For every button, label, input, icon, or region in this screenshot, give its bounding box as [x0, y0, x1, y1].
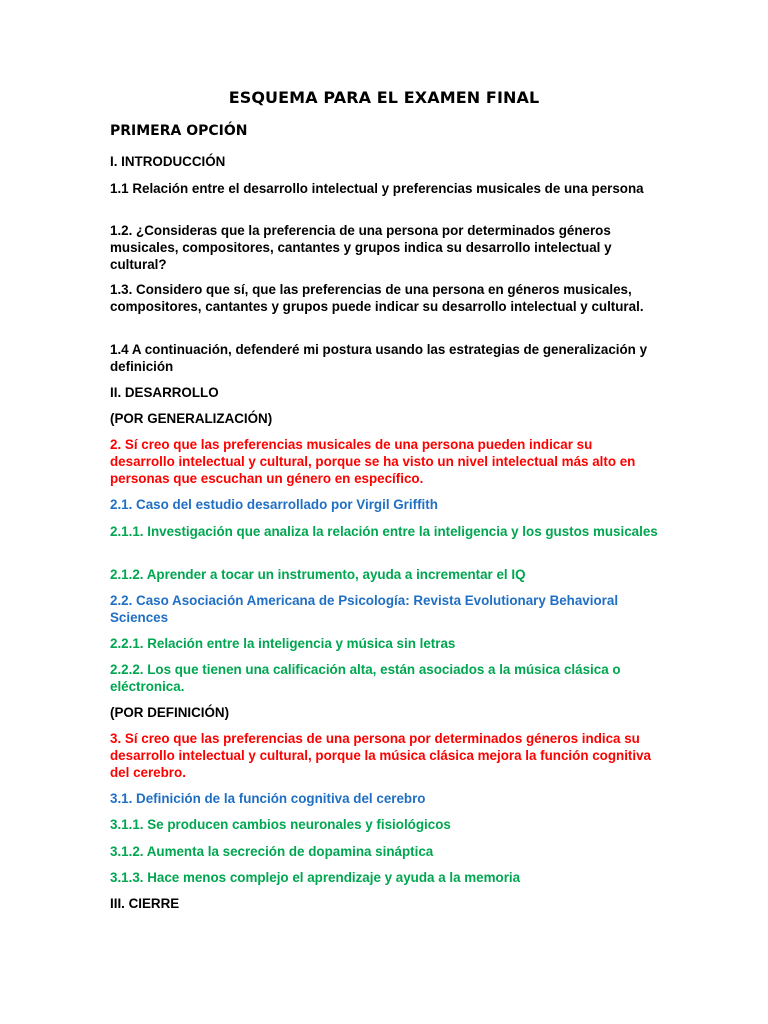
paragraph-2-2: 2.2. Caso Asociación Americana de Psicología: Revista Evolutionary Behavioral Sciences	[110, 593, 619, 625]
paragraph-3-1-1: 3.1.1. Se producen cambios neuronales y fisiológicos	[110, 817, 451, 832]
paragraph-2-1: 2.1. Caso del estudio desarrollado por Virgil Griffith	[110, 497, 438, 512]
paragraph-3: 3. Sí creo que las preferencias de una persona por determinados géneros indica su desarrollo intelectual y cultural, porque la música clásica mejora la función cognitiva del cerebro.	[110, 731, 652, 780]
paragraph-1-4: 1.4 A continuación, defenderé mi postura usando las estrategias de generalización y definición	[110, 342, 648, 374]
paragraph-2-1-1: 2.1.1. Investigación que analiza la relación entre la inteligencia y los gustos musicales	[110, 524, 658, 539]
paragraph-1-1: 1.1 Relación entre el desarrollo intelectual y preferencias musicales de una persona	[110, 181, 644, 196]
development-heading: II. DESARROLLO	[110, 385, 219, 400]
paragraph-1-3: 1.3. Considero que sí, que las preferencias de una persona en géneros musicales, compositores, cantantes y grupos puede indicar su desarrollo intelectual y cultural.	[110, 282, 644, 314]
definition-heading: (POR DEFINICIÓN)	[110, 705, 230, 720]
paragraph-2-1-2: 2.1.2. Aprender a tocar un instrumento, ayuda a incrementar el IQ	[110, 567, 526, 582]
paragraph-3-1: 3.1. Definición de la función cognitiva del cerebro	[110, 791, 426, 806]
intro-heading: I. INTRODUCCIÓN	[110, 154, 226, 169]
paragraph-2-2-1: 2.2.1. Relación entre la inteligencia y música sin letras	[110, 636, 456, 651]
paragraph-3-1-3: 3.1.3. Hace menos complejo el aprendizaje y ayuda a la memoria	[110, 870, 521, 885]
paragraph-3-1-2: 3.1.2. Aumenta la secreción de dopamina sináptica	[110, 844, 434, 859]
option-heading: PRIMERA OPCIÓN	[110, 123, 248, 139]
paragraph-2-2-2: 2.2.2. Los que tienen una calificación alta, están asociados a la música clásica o eléctronica.	[110, 662, 621, 694]
generalization-heading: (POR GENERALIZACIÓN)	[110, 411, 273, 426]
paragraph-2: 2. Sí creo que las preferencias musicales de una persona pueden indicar su desarrollo intelectual y cultural, porque se ha visto un nivel intelectual más alto en personas que escuchan un género en específico.	[110, 437, 636, 486]
document-title: ESQUEMA PARA EL EXAMEN FINAL	[228, 88, 540, 107]
paragraph-1-2: 1.2. ¿Consideras que la preferencia de una persona por determinados géneros musicales, compositores, cantantes y grupos indica su desarrollo intelectual y cultural?	[110, 223, 612, 272]
closing-heading: III. CIERRE	[110, 896, 180, 911]
